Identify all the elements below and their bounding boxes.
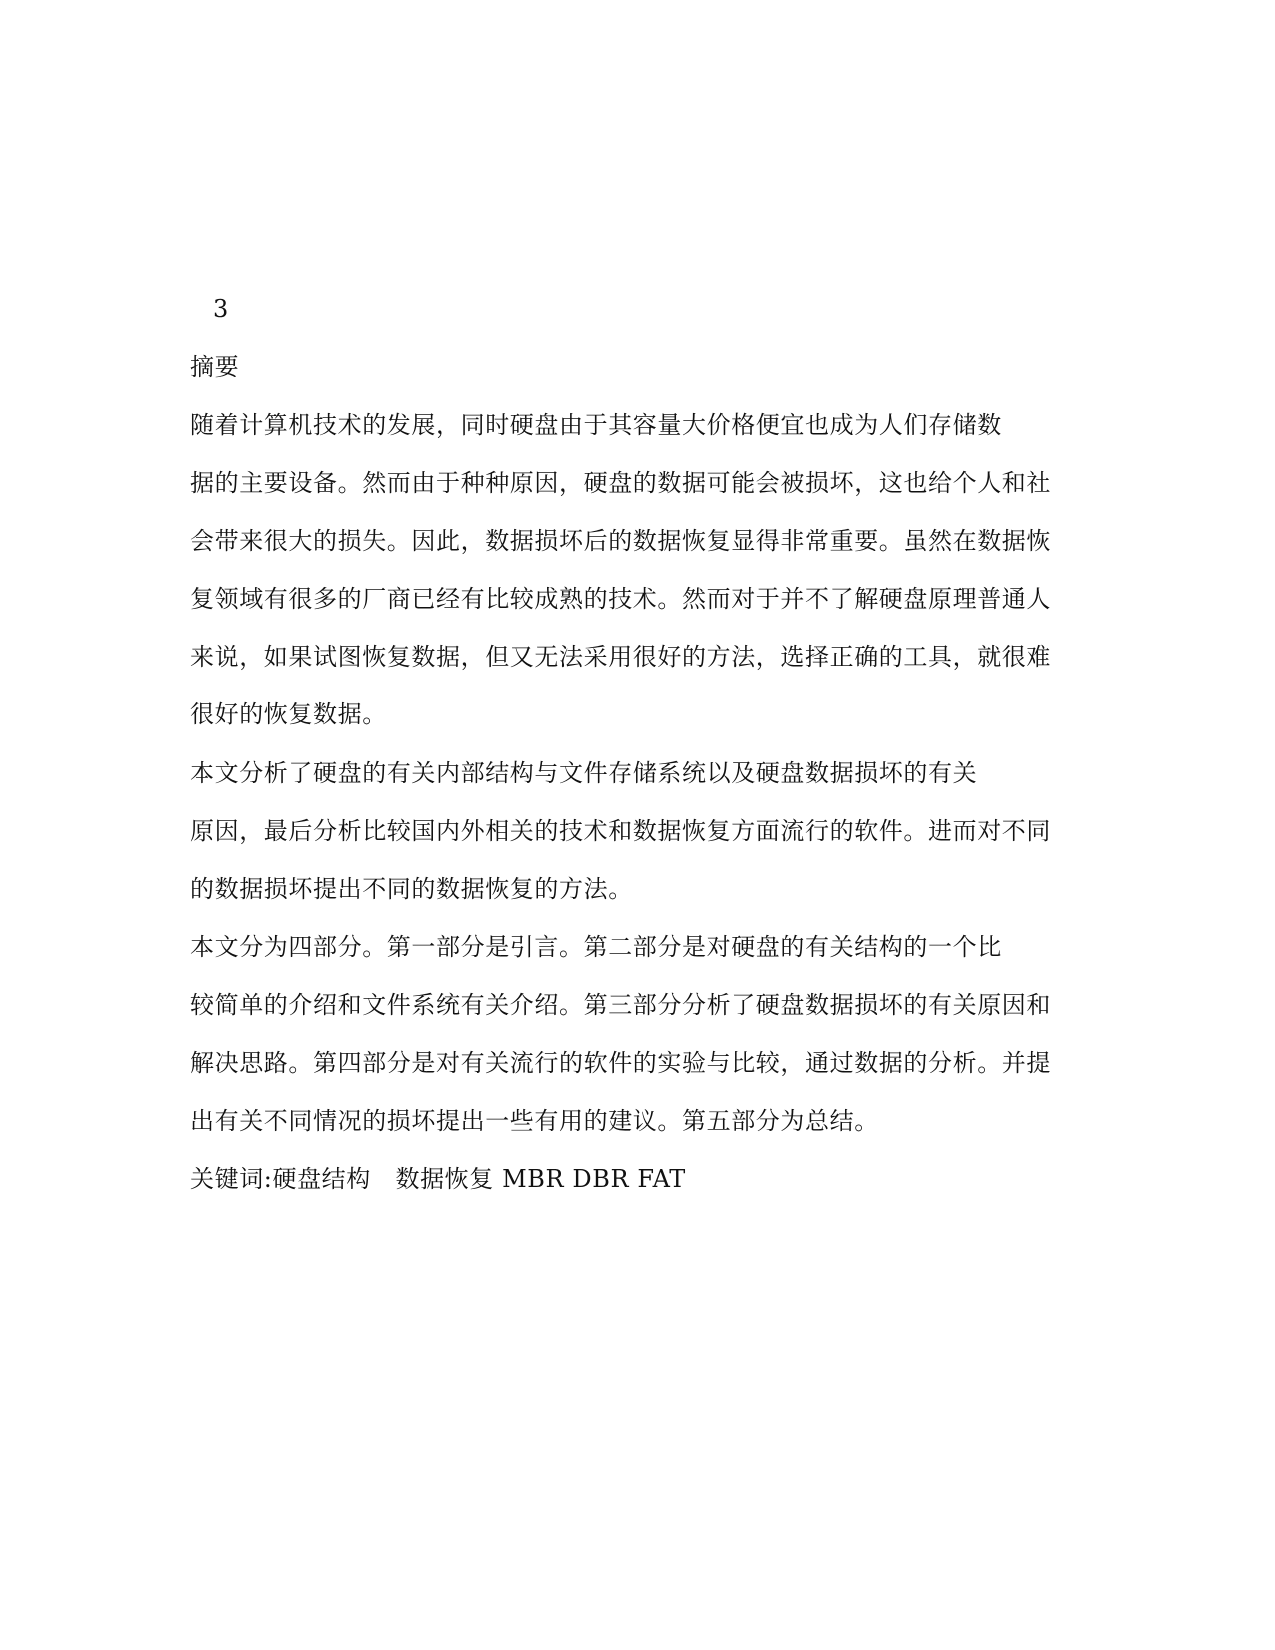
- paragraph-2-line-3: 的数据损坏提出不同的数据恢复的方法。: [190, 875, 633, 903]
- paragraph-1-line-4: 复领域有很多的厂商已经有比较成熟的技术。然而对于并不了解硬盘原理普通人: [190, 585, 1051, 613]
- paragraph-1-line-5: 来说，如果试图恢复数据，但又无法采用很好的方法，选择正确的工具，就很难: [190, 643, 1051, 671]
- paragraph-1-line-3: 会带来很大的损失。因此，数据损坏后的数据恢复显得非常重要。虽然在数据恢: [190, 527, 1051, 555]
- paragraph-2-line-1: 本文分析了硬盘的有关内部结构与文件存储系统以及硬盘数据损坏的有关: [190, 759, 978, 787]
- page-number: 3: [213, 295, 229, 323]
- paragraph-3-line-2: 较简单的介绍和文件系统有关介绍。第三部分分析了硬盘数据损坏的有关原因和: [190, 991, 1051, 1019]
- paragraph-3-line-3: 解决思路。第四部分是对有关流行的软件的实验与比较，通过数据的分析。并提: [190, 1049, 1051, 1077]
- keywords-line: 关键词:硬盘结构 数据恢复 MBR DBR FAT: [190, 1165, 686, 1193]
- paragraph-1-line-1: 随着计算机技术的发展，同时硬盘由于其容量大价格便宜也成为人们存储数: [190, 411, 1002, 439]
- paragraph-1-line-6: 很好的恢复数据。: [190, 700, 387, 728]
- paragraph-3-line-1: 本文分为四部分。第一部分是引言。第二部分是对硬盘的有关结构的一个比: [190, 933, 1002, 961]
- abstract-title: 摘要: [190, 353, 240, 381]
- paragraph-2-line-2: 原因，最后分析比较国内外相关的技术和数据恢复方面流行的软件。进而对不同: [190, 817, 1051, 845]
- paragraph-1-line-2: 据的主要设备。然而由于种种原因，硬盘的数据可能会被损坏，这也给个人和社: [190, 469, 1051, 497]
- paragraph-3-line-4: 出有关不同情况的损坏提出一些有用的建议。第五部分为总结。: [190, 1107, 879, 1135]
